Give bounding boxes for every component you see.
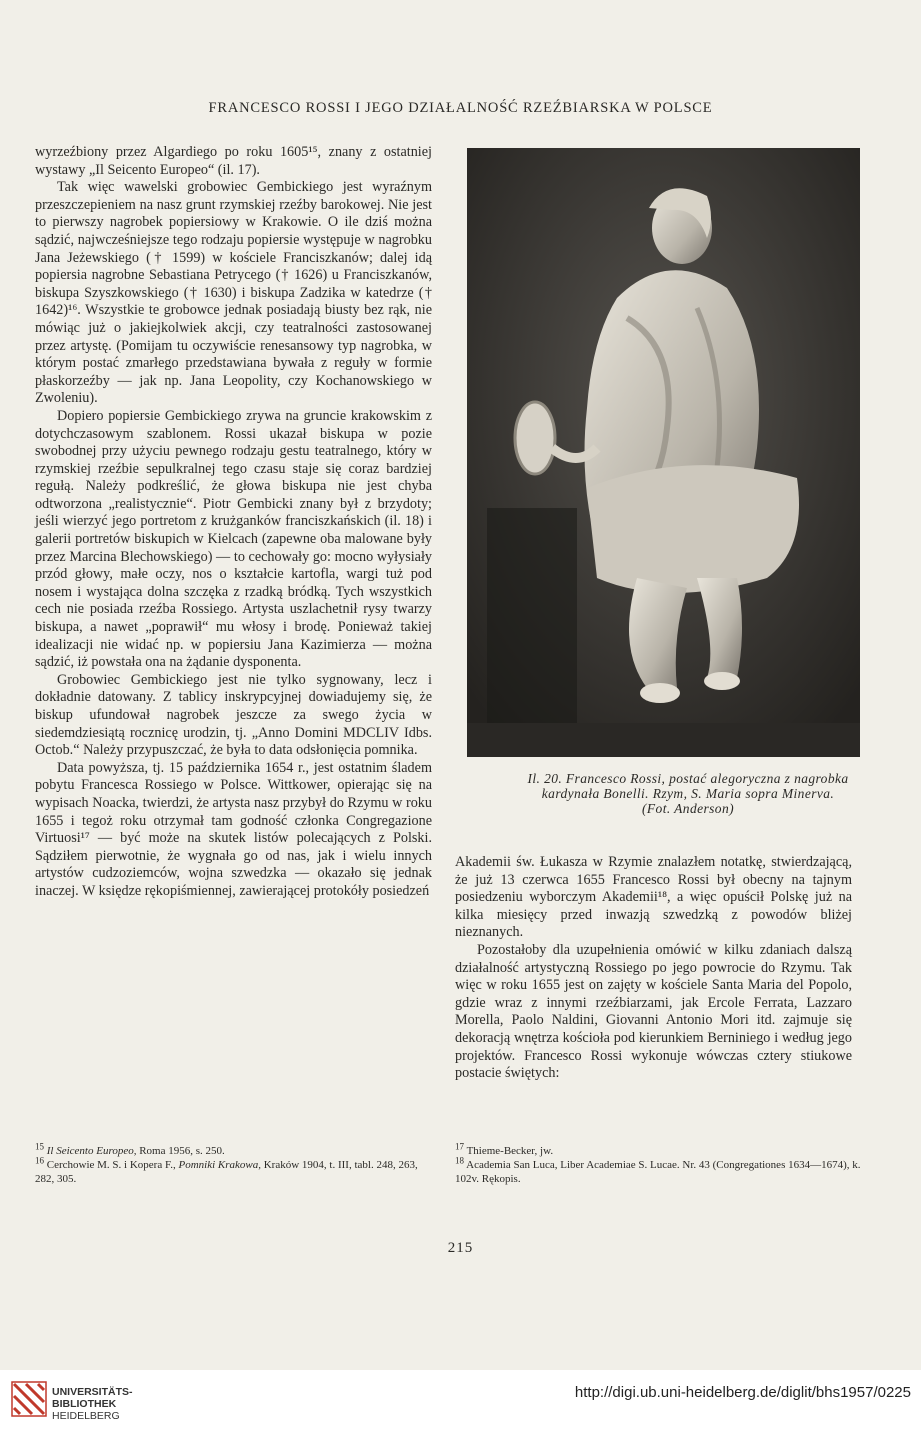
digital-library-footer — [0, 1370, 921, 1437]
paragraph: Dopiero popiersie Gembickiego zrywa na gruncie krakowskim z dotychczasowym szablonem. Rossi ukazał biskupa w pozie swobodnej przy użyciu pewnego rodzaju gestu teatralnego, który w rzymskiej rzeźbie sepulkralnej tego czasu staje się coraz bardziej regułą. Należy podkreślić, że głowa biskupa nie jest chyba odtworzona „realistycznie“. Piotr Gembicki znany był z brzydoty; jeśli wierzyć jego portretom z krużganków franciszkańskich (il. 18) i galerii portretów biskupich w Kielcach (zapewne oba malowane były przez Marcina Blechowskiego) — to cechowały go: mocno wyłysiały przód głowy, małe oczy, nos o kształcie kartofla, wargi tuż pod nosem i wystająca dolna szczęka z rzadką bródką. Tych wszystkich cech nie posiada rzeźba Rossiego. Artysta uszlachetnił rysy twarzy biskupa, a nawet „poprawił“ mu włosy i brodę. Ponieważ takiej idealizacji nie widać np. w popiersiu Jana Kazimierza — można sądzić, iż powstała ona na żądanie dysponenta. — [35, 407, 432, 671]
footnotes-right — [455, 1141, 865, 1186]
footnote: $^{17}$ Thieme-Becker, jw. — [455, 1141, 554, 1157]
paragraph: Akademii św. Łukasza w Rzymie znalazłem notatkę, stwierdzającą, że już 13 czerwca 1655 Francesco Rossi był obecny na tajnym posiedzeniu wyborczym Akademii¹⁸, a więc opuścił Polskę już na kilka miesięcy przed inwazją szwedzką z powodów bliżej nieznanych. — [455, 854, 852, 941]
caption-text: Il. 20. Francesco Rossi, postać alegoryczna z nagrobka kardynała Bonelli. Rzym, S. Maria sopra Minerva. — [527, 771, 849, 801]
footnotes-left — [35, 1141, 435, 1186]
photo-credit: (Fot. Anderson) — [642, 801, 734, 816]
paragraph: Grobowiec Gembickiego jest nie tylko sygnowany, lecz i dokładnie datowany. Z tablicy inskrypcyjnej dowiadujemy się, że biskup ufundował nagrobek jeszcze za swego życia w siedemdziesiątą rocznicę urodzin, tj. „Anno Domini MDCLIV Idbs. Octob.“ Należy przypuszczać, że była to data odsłonięcia pomnika. — [35, 671, 432, 759]
paragraph: Pozostałoby dla uzupełnienia omówić w kilku zdaniach dalszą działalność artystyczną Rossiego po jego powrocie do Rzymu. Tak więc w roku 1655 jest on zajęty w kościele Santa Maria del Popolo, gdzie wraz z innymi rzeźbiarzami, jak Ercole Ferrata, Lazzaro Morella, Paolo Naldini, Giovanni Antonio Mori itd. zajmuje się dekoracją wnętrza kościoła pod kierunkiem Berniniego i według jego projektów. Francesco Rossi wykonuje wówczas cztery stiukowe postacie świętych: — [455, 941, 852, 1082]
left-text-column — [35, 144, 432, 901]
running-title: FRANCESCO ROSSI I JEGO DZIAŁALNOŚĆ RZEŹBIARSKA W POLSCE — [208, 100, 713, 116]
sculpture-photograph — [467, 148, 860, 757]
library-name: UNIVERSITÄTS- BIBLIOTHEK HEIDELBERG — [52, 1386, 133, 1422]
paragraph: wyrzeźbiony przez Algardiego po roku 1605¹⁵, znany z ostatniej wystawy „Il Seicento Europeo“ (il. 17). — [35, 144, 432, 178]
paragraph: Data powyższa, tj. 15 października 1654 r., jest ostatnim śladem pobytu Francesca Rossiego w Polsce. Wittkower, opierając się na wypisach Noacka, twierdzi, że artysta nasz przybył do Rzymu w roku 1655 i tegoż roku otrzymał tam godność członka Congregazione Virtuosi¹⁷ — być może na skutek listów polecających z Polski. Sądziłem pierwotnie, że wygnała go od nas, jak i wielu innych artystów cudzoziemców, wojna szwedzka — okazało się jednak inaczej. W księdze rękopiśmiennej, zawierającej protokóły posiedzeń — [35, 759, 432, 899]
footnote: $^{16}$ Cerchowie M. S. i Kopera F., Pomniki Krakowa, Kraków 1904, t. III, tabl. 248, 263, 282, 305. — [35, 1155, 418, 1185]
paragraph: Tak więc wawelski grobowiec Gembickiego jest wyraźnym przeszczepieniem na nasz grunt rzymskiej rzeźby barokowej. Nie jest to pierwszy nagrobek popiersiowy w Krakowie. O ile dziś można sądzić, najwcześniejsze tego rodzaju popiersie występuje w nagrobku Jana Jeżewskiego († 1599) w kościele Franciszkanów; dalej idą popiersia nagrobne Sebastiana Petrycego († 1626) u Franciszkanów, biskupa Szyszkowskiego († 1630) i biskupa Zadzika w katedrze († 1642)¹⁶. Wszystkie te grobowce jednak posiadają biusty bez rąk, nie mówiąc już o jakiejkolwiek akcji, czy teatralności zastosowanej przez artystę. (Pomijam tu oczywiście renesansowy typ nagrobka, w którym postać zmarłego przedstawiana bywała z reguły w formie płaskorzeźby — jak np. Jana Leopolity, czy Kochanowskiego w Zwoleniu). — [35, 179, 432, 407]
footnote: $^{18}$ Academia San Luca, Liber Academiae S. Lucae. Nr. 43 (Congregationes 1634—1674), k. 102v. Rękopis. — [455, 1155, 861, 1185]
footnote: $^{15}$ Il Seicento Europeo, Roma 1956, s. 250. — [35, 1141, 225, 1157]
library-logo-icon — [10, 1380, 48, 1431]
right-text-column — [455, 854, 852, 1083]
page-number: 215 — [447, 1240, 474, 1256]
figure-caption — [510, 771, 866, 816]
sculpture-image — [467, 148, 860, 757]
source-url-link[interactable]: http://digi.ub.uni-heidelberg.de/diglit/bhs1957/0225 — [574, 1384, 911, 1401]
